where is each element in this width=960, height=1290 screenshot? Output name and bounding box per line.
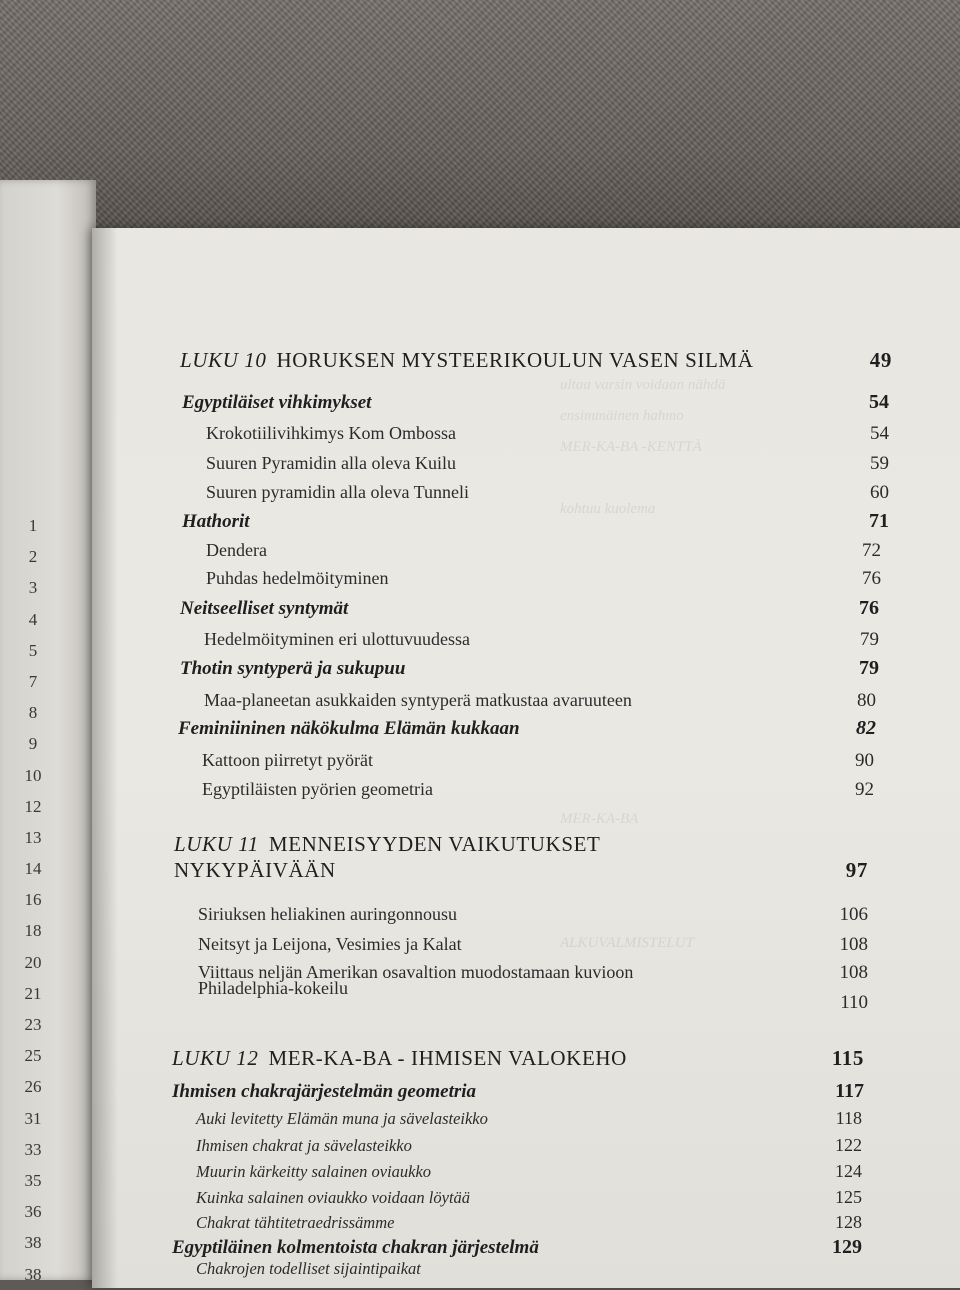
margin-number: 33 [24, 1139, 42, 1159]
chapter-number: LUKU 10 [180, 348, 267, 372]
page-number: 124 [835, 1161, 862, 1181]
toc-section [172, 1236, 862, 1259]
bleed-through-line: MER-KA-BA [560, 811, 639, 827]
margin-number: 9 [28, 734, 38, 754]
section-title: Thotin syntyperä ja sukupuu [180, 658, 406, 679]
entry-title: Chakrojen todelliset sijaintipaikat [196, 1259, 421, 1278]
section-title: Neitseelliset syntymät [180, 598, 349, 619]
chapter-title: MER-KA-BA - IHMISEN VALOKEHO [268, 1046, 627, 1070]
entry-title: Kuinka salainen oviaukko voidaan löytää [196, 1188, 471, 1207]
page-number: 79 [859, 657, 879, 679]
page-number: 122 [835, 1135, 862, 1155]
margin-number: 16 [24, 890, 42, 910]
toc-section [180, 657, 879, 680]
section-title: Feminiininen näkökulma Elämän kukkaan [178, 718, 520, 739]
entry-title: Egyptiläisten pyörien geometria [202, 779, 433, 799]
page-number: 71 [869, 510, 889, 532]
toc-entry [196, 1108, 862, 1129]
entry-title: Krokotiilivihkimys Kom Ombossa [206, 423, 457, 443]
page-number: 59 [870, 453, 889, 474]
chapter-11-heading [174, 832, 868, 857]
chapter-11-heading-line-2 [174, 858, 868, 883]
toc-section [172, 1080, 864, 1103]
entry-title: Maa-planeetan asukkaiden syntyperä matkustaa avaruuteen [204, 690, 632, 710]
page-number: 49 [869, 348, 892, 372]
toc-entry [198, 904, 868, 926]
entry-title: Viittaus neljän Amerikan osavaltion muodostamaan kuvioon [198, 962, 634, 982]
entry-title: Philadelphia-kokeilu [198, 978, 348, 998]
section-title: Egyptiläiset vihkimykset [182, 392, 372, 413]
margin-number: 20 [24, 952, 42, 972]
chapter-number: LUKU 11 [174, 832, 259, 856]
bleed-through-line: ensimmäinen hahmo [560, 408, 684, 424]
margin-number: 12 [24, 796, 42, 816]
margin-number: 23 [24, 1015, 42, 1034]
toc-entry [206, 482, 889, 504]
page-number: 54 [869, 391, 889, 413]
page-number: 90 [855, 750, 874, 771]
section-title: Hathorit [182, 511, 250, 532]
margin-number: 36 [24, 1202, 42, 1222]
margin-number: 38 [24, 1264, 42, 1284]
entry-title: Siriuksen heliakinen auringonnousu [198, 904, 457, 924]
page-number: 117 [835, 1080, 864, 1102]
page-number: 128 [835, 1212, 862, 1232]
margin-number: 7 [28, 671, 38, 691]
toc-entry [196, 1187, 862, 1208]
entry-title: Ihmisen chakrat ja sävelasteikko [196, 1136, 412, 1155]
margin-number: 2 [28, 547, 38, 567]
entry-title: Kattoon piirretyt pyörät [202, 750, 373, 770]
page-number: 76 [859, 597, 879, 619]
chapter-title: HORUKSEN MYSTEERIKOULUN VASEN SILMÄ [276, 348, 754, 372]
entry-title: Chakrat tähtitetraedrissämme [196, 1213, 395, 1232]
entry-title: Suuren Pyramidin alla oleva Kuilu [206, 453, 456, 473]
margin-number: 21 [24, 983, 42, 1003]
margin-number: 18 [24, 921, 42, 941]
toc-section [180, 597, 879, 620]
toc-entry [206, 568, 881, 590]
toc-entry [206, 423, 889, 445]
page-number: 106 [839, 904, 868, 925]
bleed-through-line: ALKUVALMISTELUT [560, 935, 694, 951]
section-title: Egyptiläinen kolmentoista chakran järjestelmä [172, 1237, 539, 1258]
page-number: 80 [857, 690, 876, 711]
margin-number: 13 [24, 827, 42, 847]
toc-section [178, 717, 876, 740]
chapter-10-heading [180, 348, 892, 373]
toc-entry [204, 690, 876, 712]
chapter-title-line-2: NYKYPÄIVÄÄN [174, 858, 336, 882]
chapter-title-line-1: MENNEISYYDEN VAIKUTUKSET [268, 832, 601, 856]
bleed-through-line: kohtuu kuolema [560, 501, 656, 517]
margin-number: 8 [28, 703, 38, 723]
margin-number: 25 [24, 1046, 42, 1066]
entry-title: Hedelmöityminen eri ulottuvuudessa [204, 629, 470, 649]
toc-entry [196, 1161, 862, 1182]
page-number: 118 [835, 1108, 862, 1128]
margin-number: 10 [24, 765, 42, 785]
toc-section [182, 391, 889, 414]
page-number: 108 [839, 962, 868, 983]
entry-title: Dendera [206, 540, 267, 560]
toc-entry [198, 934, 868, 956]
chapter-number: LUKU 12 [172, 1046, 259, 1070]
page-number: 82 [856, 717, 876, 739]
page-number: 108 [839, 934, 868, 955]
entry-title: Puhdas hedelmöityminen [206, 568, 389, 588]
page-number: 60 [870, 482, 889, 503]
page-number: 110 [840, 992, 868, 1013]
margin-number: 5 [28, 640, 38, 660]
toc-entry [196, 1212, 862, 1233]
margin-number: 3 [28, 578, 38, 598]
entry-title: Suuren pyramidin alla oleva Tunneli [206, 482, 469, 502]
entry-title: Neitsyt ja Leijona, Vesimies ja Kalat [198, 934, 462, 954]
toc-entry [202, 750, 874, 772]
page-number: 54 [870, 423, 889, 444]
margin-number: 26 [24, 1077, 42, 1097]
page-number: 92 [855, 779, 874, 800]
margin-number: 35 [24, 1170, 42, 1190]
toc-entry [206, 540, 881, 562]
toc-entry-page-only [198, 992, 868, 1014]
toc-entry [196, 1135, 862, 1156]
page-number: 97 [845, 858, 868, 882]
toc-section [182, 510, 889, 533]
margin-number: 4 [28, 609, 38, 629]
toc-entry [204, 629, 879, 651]
chapter-12-heading [172, 1046, 864, 1071]
toc-entry [202, 779, 874, 801]
margin-number: 38 [24, 1233, 42, 1253]
bleed-through-line: MER-KA-BA -KENTTÄ [560, 439, 702, 455]
margin-number: 1 [28, 516, 38, 535]
entry-title: Muurin kärkeitty salainen oviaukko [196, 1162, 432, 1181]
margin-number: 14 [24, 859, 42, 879]
toc-entry [206, 453, 889, 475]
page-number: 129 [832, 1236, 862, 1258]
page-number: 125 [835, 1187, 862, 1207]
toc-entry [196, 1259, 862, 1279]
page-number: 76 [862, 568, 881, 589]
section-title: Ihmisen chakrajärjestelmän geometria [172, 1081, 477, 1102]
margin-number: 31 [24, 1108, 42, 1128]
entry-title: Auki levitetty Elämän muna ja sävelasteikko [196, 1109, 488, 1128]
bleed-through-line: ultaa varsin voidaan nähdä [560, 377, 726, 393]
page-number: 72 [862, 540, 881, 561]
page-number: 115 [831, 1046, 864, 1070]
page-number: 79 [860, 629, 879, 650]
